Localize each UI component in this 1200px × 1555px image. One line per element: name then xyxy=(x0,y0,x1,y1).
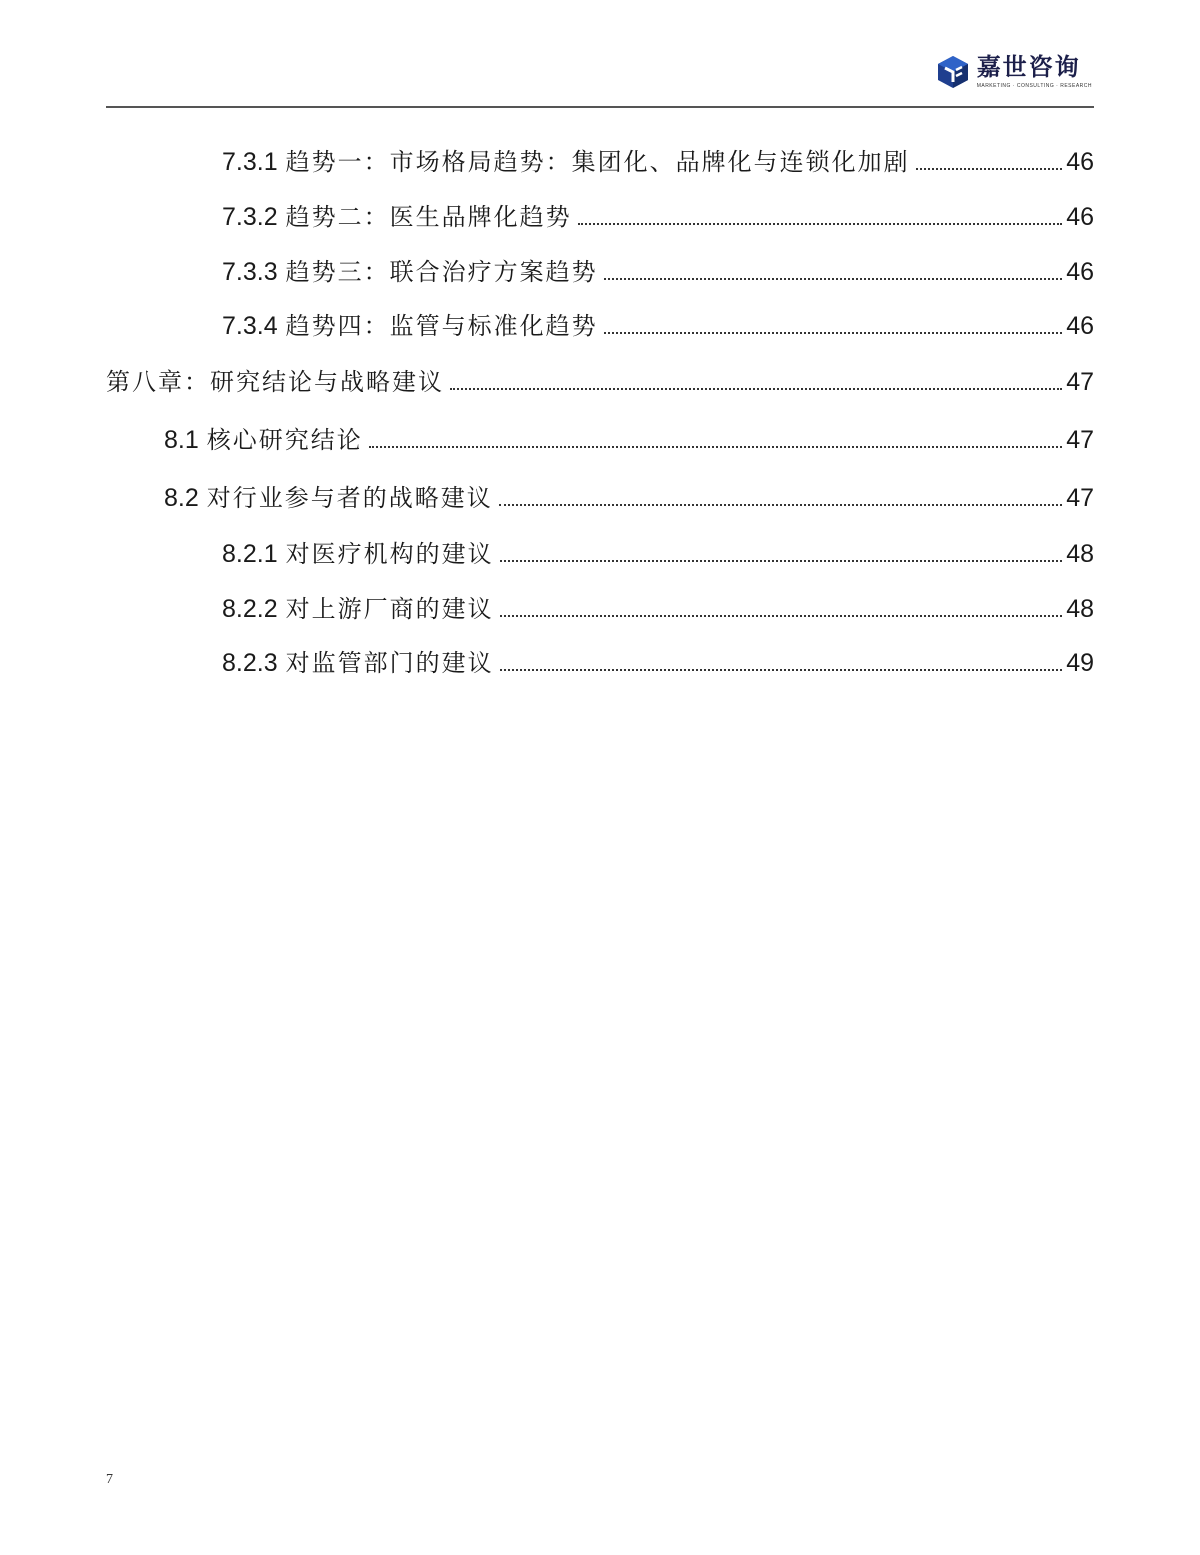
brand-name: 嘉世咨询 xyxy=(976,53,1081,81)
toc-leader-dots xyxy=(604,277,1063,280)
toc-entry[interactable] xyxy=(222,534,1094,570)
toc-entry[interactable] xyxy=(222,643,1094,679)
toc-entry-chapter[interactable] xyxy=(106,362,1094,398)
page-header xyxy=(106,44,1094,108)
toc-entry-title: 趋势三：联合治疗方案趋势 xyxy=(285,258,598,286)
toc-entry-title: 趋势一：市场格局趋势：集团化、品牌化与连锁化加剧 xyxy=(285,148,910,176)
toc-entry-title: 趋势四：监管与标准化趋势 xyxy=(285,312,598,340)
toc-entry-number: 7.3.1 xyxy=(222,148,278,176)
toc-leader-dots xyxy=(500,559,1063,562)
toc-chapter-title: 第八章：研究结论与战略建议 xyxy=(106,368,444,396)
toc-entry-number: 8.1 xyxy=(164,426,199,454)
toc-entry-title: 核心研究结论 xyxy=(206,426,363,454)
toc-entry-page: 46 xyxy=(1066,312,1094,340)
toc-entry-page: 46 xyxy=(1066,258,1094,286)
toc-entry[interactable] xyxy=(222,197,1094,233)
toc-entry-page: 48 xyxy=(1066,595,1094,623)
toc-entry-title: 对上游厂商的建议 xyxy=(285,595,494,623)
brand-logo xyxy=(935,54,1092,90)
toc-entry[interactable] xyxy=(164,420,1094,456)
toc-entry-number: 8.2 xyxy=(164,484,199,512)
toc-leader-dots xyxy=(916,167,1063,170)
toc-entry-number: 7.3.2 xyxy=(222,203,278,231)
toc-leader-dots xyxy=(578,222,1063,225)
toc-entry-title: 对行业参与者的战略建议 xyxy=(206,484,493,512)
toc-entry-page: 49 xyxy=(1066,649,1094,677)
toc-entry[interactable] xyxy=(222,142,1094,178)
toc-entry-page: 47 xyxy=(1066,368,1094,396)
toc-entry-page: 46 xyxy=(1066,148,1094,176)
toc-leader-dots xyxy=(450,387,1062,390)
toc-entry-number: 7.3.4 xyxy=(222,312,278,340)
toc-entry-number: 8.2.1 xyxy=(222,540,278,568)
toc-entry[interactable] xyxy=(222,306,1094,342)
toc-entry-number: 7.3.3 xyxy=(222,258,278,286)
toc-entry-number: 8.2.2 xyxy=(222,595,278,623)
brand-tagline: MARKETING · CONSULTING · RESEARCH xyxy=(976,83,1092,89)
toc-entry-title: 对监管部门的建议 xyxy=(285,649,494,677)
brand-logo-icon xyxy=(935,54,971,90)
toc-entry-title: 对医疗机构的建议 xyxy=(285,540,494,568)
toc-entry-page: 46 xyxy=(1066,203,1094,231)
toc-leader-dots xyxy=(369,445,1062,448)
toc-entry-number: 8.2.3 xyxy=(222,649,278,677)
toc-leader-dots xyxy=(499,503,1062,506)
toc-leader-dots xyxy=(500,668,1063,671)
toc-entry-page: 48 xyxy=(1066,540,1094,568)
toc-entry-page: 47 xyxy=(1066,484,1094,512)
toc-entry[interactable] xyxy=(222,589,1094,625)
page-number: 7 xyxy=(106,1472,113,1487)
toc-leader-dots xyxy=(500,614,1063,617)
toc-entry[interactable] xyxy=(222,252,1094,288)
toc-entry-page: 47 xyxy=(1066,426,1094,454)
toc-leader-dots xyxy=(604,331,1063,334)
toc-entry[interactable] xyxy=(164,478,1094,514)
toc-entry-title: 趋势二：医生品牌化趋势 xyxy=(285,203,572,231)
